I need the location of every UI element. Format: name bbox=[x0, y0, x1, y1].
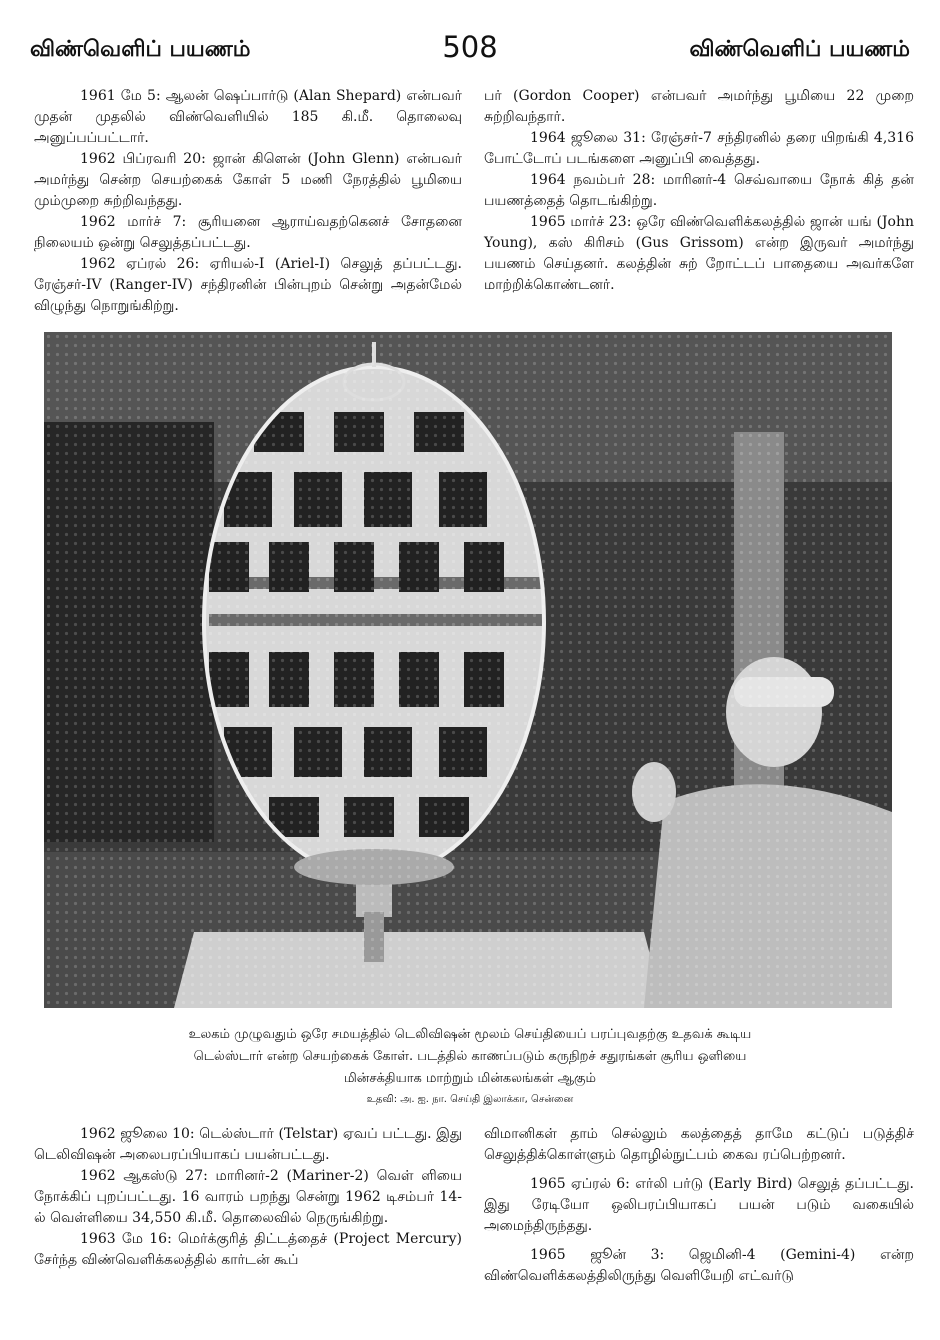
paragraph: 1965 ஜூன் 3: ஜெமினி-4 (Gemini-4) என்ற விண்வெளிக்கலத்திலிருந்து வெளியேறி எட்வர்டு bbox=[484, 1247, 914, 1284]
paragraph: விமானிகள் தாம் செல்லும் கலத்தைத் தாமே கட்டுப் படுத்திச் செலுத்திக்கொள்ளும் தொழில்நுட்பம் கைவ ரப்பெற்றனர். bbox=[484, 1126, 914, 1163]
paragraph: பர் (Gordon Cooper) என்பவர் அமர்ந்து பூமியை 22 முறை சுற்றிவந்தார். bbox=[484, 88, 914, 125]
paragraph: 1965 மார்ச் 23: ஒரே விண்வெளிக்கலத்தில் ஜான் யங் (John Young), கஸ் கிரிசம் (Gus Grissom) என்ற இருவர் அமர்ந்து பயணம் செய்தனர். கலத்தின் சுற் றோட்டப் பாதையை அவர்களே மாற்றிக்கொண்டனர். bbox=[484, 214, 914, 293]
running-title-right: விண்வெளிப் பயணம் bbox=[689, 36, 910, 62]
page-number: 508 bbox=[442, 30, 498, 64]
satellite-illustration bbox=[44, 332, 892, 1008]
top-left-column bbox=[34, 86, 462, 317]
paragraph: 1964 நவம்பர் 28: மாரினர்-4 செவ்வாயை நோக் கித் தன் பயணத்தைத் தொடங்கிற்று. bbox=[484, 172, 914, 209]
paragraph: 1961 மே 5: ஆலன் ஷெப்பார்டு (Alan Shepard) என்பவர் முதன் முதலில் விண்வெளியில் 185 கி.மீ. தொலைவு அனுப்பப்பட்டார். bbox=[34, 88, 462, 146]
paragraph: 1962 ஆகஸ்டு 27: மாரினர்-2 (Mariner-2) வெள் ளியை நோக்கிப் புறப்பட்டது. 16 வாரம் பறந்து சென்று 1962 டிசம்பர் 14-ல் வெள்ளியை 34,550 கி.மீ. தொலைவில் நெருங்கிற்று. bbox=[34, 1168, 462, 1226]
caption-line: உலகம் முழுவதும் ஒரே சமயத்தில் டெலிவிஷன் மூலம் செய்தியைப் பரப்புவதற்கு உதவக் கூடிய bbox=[188, 1027, 752, 1042]
paragraph: 1962 மார்ச் 7: சூரியனை ஆராய்வதற்கெனச் சோதனை நிலையம் ஒன்று செலுத்தப்பட்டது. bbox=[34, 214, 462, 251]
page-header bbox=[30, 30, 910, 70]
running-title-left: விண்வெளிப் பயணம் bbox=[30, 36, 251, 62]
paragraph: 1962 பிப்ரவரி 20: ஜான் கிளென் (John Glenn) என்பவர் அமர்ந்து சென்ற செயற்கைக் கோள் 5 மணி நேரத்தில் பூமியை மும்முறை சுற்றிவந்தது. bbox=[34, 151, 462, 209]
bottom-left-column bbox=[34, 1124, 462, 1271]
paragraph: 1962 ஜூலை 10: டெல்ஸ்டார் (Telstar) ஏவப் பட்டது. இது டெலிவிஷன் அலைபரப்பியாகப் பயன்பட்டது. bbox=[34, 1126, 462, 1163]
paragraph: 1965 ஏப்ரல் 6: எர்லி பர்டு (Early Bird) செலுத் தப்பட்டது. இது ரேடியோ ஒலிபரப்பியாகப் பயன் படும் வகையில் அமைந்திருந்தது. bbox=[484, 1176, 914, 1234]
figure-caption bbox=[50, 1024, 890, 1090]
paragraph: 1963 மே 16: மெர்க்குரித் திட்டத்தைச் (Project Mercury) சேர்ந்த விண்வெளிக்கலத்தில் கார்டன் கூப் bbox=[34, 1231, 462, 1268]
photo-credit: உதவி: அ. ஐ. நா. செய்தி இலாக்கா, சென்னை bbox=[366, 1094, 574, 1105]
top-right-column bbox=[484, 86, 914, 296]
paragraph: 1964 ஜூலை 31: ரேஞ்சர்-7 சந்திரனில் தரை யிறங்கி 4,316 போட்டோப் படங்களை அனுப்பி வைத்தது. bbox=[484, 130, 914, 167]
paragraph: 1962 ஏப்ரல் 26: ஏரியல்-I (Ariel-I) செலுத் தப்பட்டது. ரேஞ்சர்-IV (Ranger-IV) சந்திரனின் பின்புறம் சென்று அதன்மேல் விழுந்து நொறுங்கிற்று. bbox=[34, 256, 462, 314]
bottom-right-column bbox=[484, 1124, 914, 1287]
caption-line: மின்சக்தியாக மாற்றும் மின்கலங்கள் ஆகும் bbox=[344, 1071, 596, 1086]
caption-line: டெல்ஸ்டார் என்ற செயற்கைக் கோள். படத்தில் காணப்படும் கருநிறச் சதுரங்கள் சூரிய ஒளியை bbox=[193, 1049, 747, 1064]
telstar-satellite-photo bbox=[44, 332, 892, 1008]
